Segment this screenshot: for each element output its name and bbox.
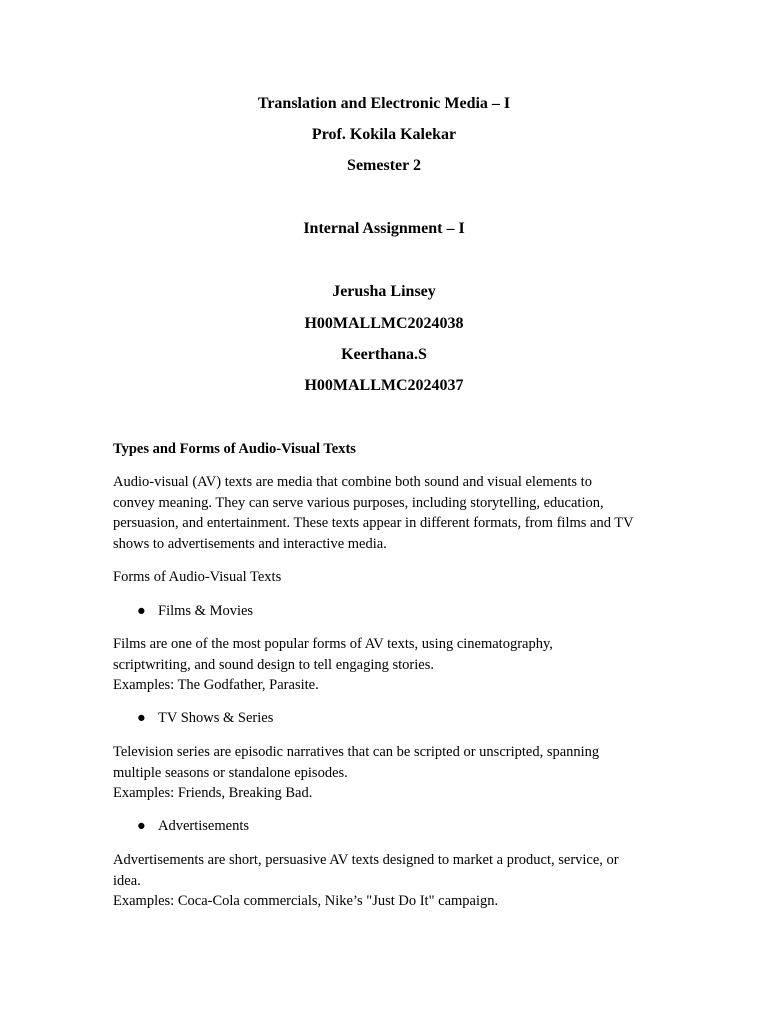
bullet-label: TV Shows & Series — [158, 710, 274, 726]
description-line: Advertisements are short, persuasive AV texts designed to market a product, service, or — [113, 852, 619, 868]
form-description-advertisements — [113, 850, 673, 912]
intro-line: convey meaning. They can serve various purposes, including storytelling, education, — [113, 494, 604, 511]
intro-line: Audio-visual (AV) texts are media that combine both sound and visual elements to — [113, 474, 592, 490]
course-title: Translation and Electronic Media – I — [257, 95, 511, 112]
examples-line: Examples: Coca-Cola commercials, Nike’s "Just Do It" campaign. — [113, 893, 499, 909]
intro-line: shows to advertisements and interactive media. — [113, 535, 387, 552]
intro-paragraph — [113, 472, 673, 554]
bullet-icon: ● — [137, 710, 146, 726]
description-line: Television series are episodic narratives that can be scripted or unscripted, spanning — [113, 744, 600, 760]
bullet-item-advertisements — [137, 816, 249, 836]
assignment-title: Internal Assignment – I — [303, 220, 465, 237]
student-2-name: Keerthana.S — [341, 346, 427, 363]
bullet-item-tv-shows — [137, 708, 273, 728]
description-line: idea. — [113, 872, 141, 889]
student-1-name: Jerusha Linsey — [332, 283, 436, 300]
bullet-label: Films & Movies — [158, 603, 254, 619]
section-heading: Types and Forms of Audio-Visual Texts — [113, 441, 356, 457]
form-description-films — [113, 634, 673, 696]
bullet-icon: ● — [137, 818, 146, 834]
examples-line: Examples: Friends, Breaking Bad. — [113, 785, 313, 801]
description-line: Films are one of the most popular forms of AV texts, using cinematography, — [113, 636, 553, 652]
form-description-tv-shows — [113, 742, 673, 804]
bullet-item-films — [137, 601, 253, 621]
semester-label: Semester 2 — [347, 157, 421, 174]
examples-line: Examples: The Godfather, Parasite. — [113, 677, 319, 693]
forms-label: Forms of Audio-Visual Texts — [113, 569, 282, 585]
description-line: multiple seasons or standalone episodes. — [113, 764, 348, 781]
intro-line: persuasion, and entertainment. These texts appear in different formats, from films and TV — [113, 515, 634, 531]
student-2-id: H00MALLMC2024037 — [304, 377, 464, 394]
professor-name: Prof. Kokila Kalekar — [311, 126, 457, 143]
student-1-id: H00MALLMC2024038 — [304, 315, 464, 332]
bullet-label: Advertisements — [158, 818, 250, 834]
bullet-icon: ● — [137, 603, 146, 619]
description-line: scriptwriting, and sound design to tell engaging stories. — [113, 656, 434, 673]
